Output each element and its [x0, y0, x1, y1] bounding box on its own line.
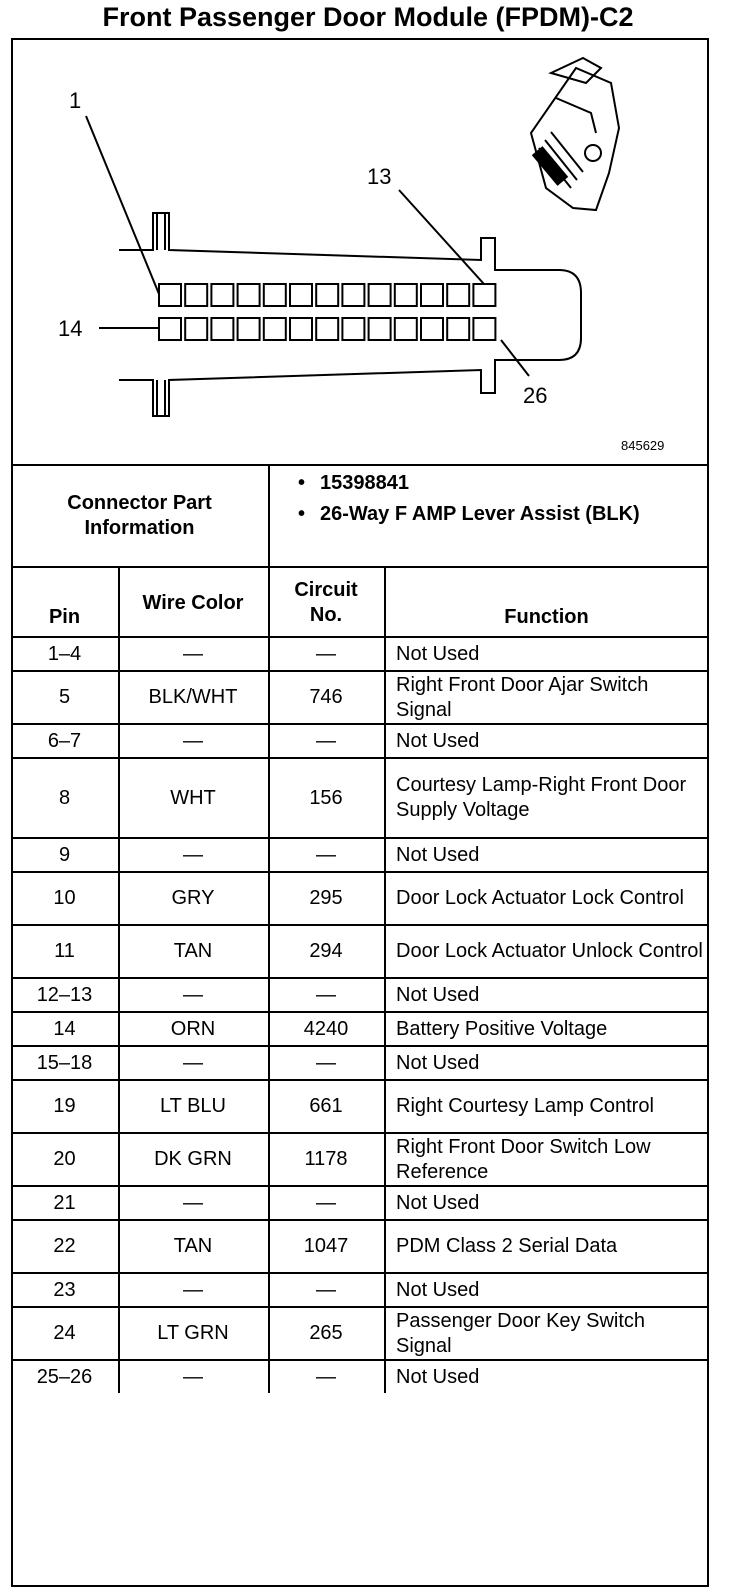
pin-cell: 23: [53, 1278, 76, 1301]
function-cell: Courtesy Lamp-Right Front Door Supply Voltage: [396, 774, 687, 821]
function-cell: Not Used: [396, 1191, 480, 1214]
wire-color-cell: GRY: [171, 887, 215, 909]
connector-pin-cavity: [238, 284, 260, 306]
column-divider: [268, 566, 270, 1393]
leader-pin-26: [501, 340, 529, 376]
leader-pin-13: [399, 190, 493, 294]
connector-pin-cavity: [342, 318, 364, 340]
connector-pin-cavity: [421, 318, 443, 340]
function-cell: Passenger Door Key Switch Signal: [396, 1309, 646, 1357]
circuit-cell: —: [316, 1365, 336, 1388]
wire-color-cell: —: [183, 642, 203, 665]
connector-info-label: Connector Part Information: [67, 492, 212, 539]
pin-cell: 25–26: [36, 1365, 93, 1388]
connector-pin-cavity: [421, 284, 443, 306]
divider: [268, 464, 270, 566]
connector-pin-cavity: [159, 284, 181, 306]
connector-pin-cavity: [447, 284, 469, 306]
wire-color-cell: LT GRN: [157, 1322, 229, 1344]
pin-cell: 22: [53, 1235, 76, 1257]
connector-info-list: [298, 472, 698, 534]
connector-description: 26-Way F AMP Lever Assist (BLK): [320, 503, 640, 525]
circuit-cell: —: [316, 983, 336, 1006]
function-cell: Right Front Door Switch Low Reference: [396, 1135, 651, 1183]
connector-pin-cavity: [290, 318, 312, 340]
function-cell: Door Lock Actuator Unlock Control: [396, 940, 703, 962]
function-cell: Battery Positive Voltage: [396, 1017, 608, 1040]
wire-color-cell: —: [183, 729, 203, 752]
circuit-cell: 1178: [304, 1148, 348, 1170]
function-cell: Not Used: [396, 983, 480, 1006]
connector-pin-cavity: [211, 284, 233, 306]
circuit-cell: 295: [309, 887, 343, 909]
connector-3d-pins: [532, 146, 568, 186]
connector-pin-cavity: [369, 284, 391, 306]
connector-part-number: 15398841: [320, 472, 409, 494]
bullet-icon: •: [298, 472, 306, 494]
page-title: Front Passenger Door Module (FPDM)-C2: [102, 2, 634, 32]
circuit-cell: 661: [309, 1095, 343, 1117]
pin-label-14: 14: [58, 316, 83, 341]
wire-color-cell: —: [183, 983, 203, 1006]
wire-color-cell: —: [183, 1365, 203, 1388]
function-cell: Not Used: [396, 642, 480, 665]
pin-cell: 20: [53, 1148, 76, 1170]
connector-pin-cavity: [238, 318, 260, 340]
pin-cell: 11: [54, 940, 75, 962]
connector-pin-cavity: [316, 284, 338, 306]
connector-pin-cavity: [185, 318, 207, 340]
circuit-cell: —: [316, 1191, 336, 1214]
function-cell: Not Used: [396, 729, 480, 752]
connector-pin-cavity: [447, 318, 469, 340]
function-cell: Right Front Door Ajar Switch Signal: [396, 673, 649, 721]
circuit-cell: —: [316, 843, 336, 866]
wire-color-cell: TAN: [173, 940, 213, 962]
connector-pin-cavity: [473, 284, 495, 306]
connector-info-item: [298, 472, 698, 495]
header-function: Function: [504, 606, 589, 628]
wire-color-cell: BLK/WHT: [148, 686, 238, 708]
circuit-cell: 294: [309, 940, 343, 962]
header-wire-color: Wire Color: [142, 591, 244, 614]
circuit-cell: 265: [309, 1322, 343, 1344]
function-cell: Not Used: [396, 843, 480, 866]
pin-cell: 14: [53, 1017, 76, 1040]
connector-pin-cavity: [290, 284, 312, 306]
pin-cell: 12–13: [36, 983, 93, 1006]
figure-number: 845629: [621, 438, 665, 453]
connector-pin-cavity: [369, 318, 391, 340]
bullet-icon: •: [298, 503, 306, 525]
header-pin: Pin: [48, 606, 81, 628]
wire-color-cell: TAN: [173, 1235, 213, 1257]
circuit-cell: —: [316, 1278, 336, 1301]
pin-cell: 21: [53, 1191, 76, 1214]
pin-cell: 15–18: [36, 1051, 93, 1074]
connector-3d-sketch-icon: [531, 58, 619, 210]
function-cell: Not Used: [396, 1051, 480, 1074]
pin-cell: 19: [53, 1095, 76, 1117]
pin-cell: 9: [58, 843, 71, 866]
pin-cell: 1–4: [47, 642, 82, 665]
circuit-cell: 1047: [303, 1235, 349, 1257]
leader-pin-1: [86, 116, 159, 294]
function-cell: Not Used: [396, 1365, 480, 1388]
column-divider: [118, 566, 120, 1393]
pin-cell: 5: [58, 686, 71, 708]
pin-label-26: 26: [523, 383, 548, 408]
circuit-cell: —: [316, 1051, 336, 1074]
connector-pin-cavity: [395, 284, 417, 306]
circuit-cell: 156: [309, 786, 343, 809]
wire-color-cell: —: [183, 1278, 203, 1301]
connector-pin-cavity: [264, 284, 286, 306]
pin-cell: 10: [53, 887, 76, 909]
circuit-cell: —: [316, 729, 336, 752]
pin-label-1: 1: [69, 88, 82, 113]
connector-pin-cavity: [316, 318, 338, 340]
connector-drawing: [11, 38, 709, 466]
pin-cell: 8: [58, 786, 71, 809]
pin-cell: 24: [53, 1322, 76, 1344]
connector-pin-cavity: [473, 318, 495, 340]
connector-pin-cavity: [395, 318, 417, 340]
column-divider: [384, 566, 386, 1393]
function-cell: Right Courtesy Lamp Control: [396, 1095, 654, 1117]
function-cell: Door Lock Actuator Lock Control: [396, 887, 684, 909]
circuit-cell: —: [316, 642, 336, 665]
wire-color-cell: —: [183, 1191, 203, 1214]
wire-color-cell: ORN: [170, 1017, 216, 1040]
pin-cell: 6–7: [47, 729, 82, 752]
connector-info-item: [298, 503, 698, 526]
wire-color-cell: DK GRN: [154, 1148, 232, 1170]
wire-color-cell: —: [183, 843, 203, 866]
connector-pin-cavity: [159, 318, 181, 340]
connector-pin-cavity: [211, 318, 233, 340]
circuit-cell: 746: [309, 686, 343, 708]
pin-grid: [159, 284, 495, 340]
circuit-cell: 4240: [303, 1017, 349, 1040]
wire-color-cell: LT BLU: [160, 1095, 226, 1117]
wire-color-cell: —: [183, 1051, 203, 1074]
function-cell: Not Used: [396, 1278, 480, 1301]
header-circuit-no: Circuit No.: [294, 579, 358, 626]
connector-body: [119, 213, 581, 416]
wire-color-cell: WHT: [170, 786, 216, 809]
connector-diagram: [11, 38, 709, 466]
connector-pin-cavity: [264, 318, 286, 340]
connector-pin-cavity: [185, 284, 207, 306]
pin-label-13: 13: [367, 164, 392, 189]
connector-pin-cavity: [342, 284, 364, 306]
function-cell: PDM Class 2 Serial Data: [396, 1235, 618, 1257]
